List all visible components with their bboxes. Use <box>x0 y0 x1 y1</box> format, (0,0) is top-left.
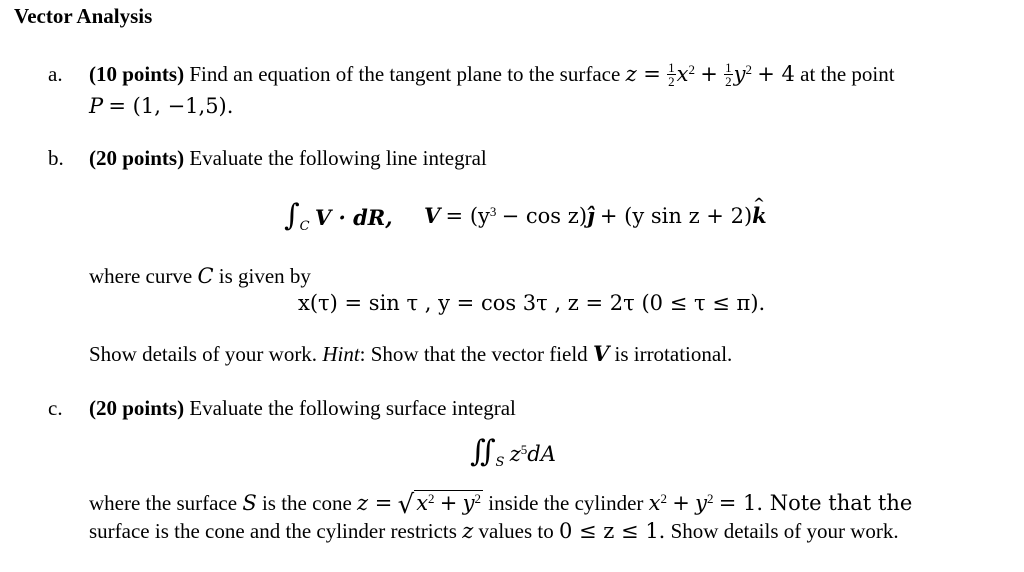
section-title: Vector Analysis <box>14 4 153 28</box>
double-integral-sign: ∬ <box>470 434 496 469</box>
part-c-line3: surface is the cone and the cylinder restricts z values to 0 ≤ z ≤ 1. Show details of your work. <box>89 519 899 543</box>
fraction-half-1: $\frac{1}{2}$ <box>668 59 675 89</box>
integral-subscript-s: S <box>495 455 505 471</box>
integral-sign: ∫ <box>284 198 300 233</box>
curve-parametrization: x(τ) = sin τ , y = cos 3τ , z = 2τ (0 ≤ τ ≤ π). <box>298 291 766 315</box>
point-P: P <box>89 94 104 118</box>
line-integral-expr <box>284 198 393 239</box>
var-y: y <box>733 62 746 86</box>
part-b-letter: b. <box>48 146 64 170</box>
vector-field-expr: $V = (y^3 - \cos$ z)ĵ + (y sin z + 2)^ k <box>424 204 767 228</box>
part-c-line2: where the surface S is the cone $z = √x^2 + y^2$ inside the cylinder $x^2 + y^2 = 1$. Note that the <box>89 490 913 520</box>
integral-subscript-c: C <box>299 219 310 235</box>
j-hat: ĵ <box>587 203 595 228</box>
sqrt-content: $x^2 + y^2$ <box>416 490 482 515</box>
fraction-half-2: $\frac{1}{2}$ <box>725 59 732 89</box>
part-c-points: (20 points) <box>89 396 185 420</box>
part-a-line2 <box>89 94 233 118</box>
hint-label: Hint <box>322 342 360 366</box>
part-b-line1 <box>89 146 487 170</box>
curve-intro: where curve C is given by <box>89 264 311 288</box>
part-c-line1 <box>89 396 516 420</box>
part-b-hint: Show details of your work. Hint: Show that the vector field V is irrotational. <box>89 341 733 366</box>
part-b-text: Evaluate the following line integral <box>189 146 487 170</box>
part-a-z-eq: z = <box>625 62 661 86</box>
integrand: V · dR, <box>314 205 393 230</box>
point-value: = (1, −1,5). <box>108 94 234 118</box>
part-c-letter: c. <box>48 396 63 420</box>
part-a-line1: (10 points) Find an equation of the tangent plane to the surface z = $\frac{1}{2}$ $x^2$ + $\frac{1}{2}$ $y^2 + 4$ at the point <box>89 59 895 89</box>
surface-integral-expr: $∬_S$ $z^5dA$ <box>470 434 556 471</box>
k-hat: ^ k <box>752 204 767 228</box>
var-x: x <box>676 62 689 86</box>
part-a-text2: at the point <box>800 62 895 86</box>
part-b-points: (20 points) <box>89 146 185 170</box>
part-c-text: Evaluate the following surface integral <box>189 396 516 420</box>
part-a-text: Find an equation of the tangent plane to the surface <box>189 62 621 86</box>
part-a-points: (10 points) <box>89 62 185 86</box>
sqrt-icon: √ <box>397 490 415 520</box>
part-a-letter: a. <box>48 62 63 86</box>
